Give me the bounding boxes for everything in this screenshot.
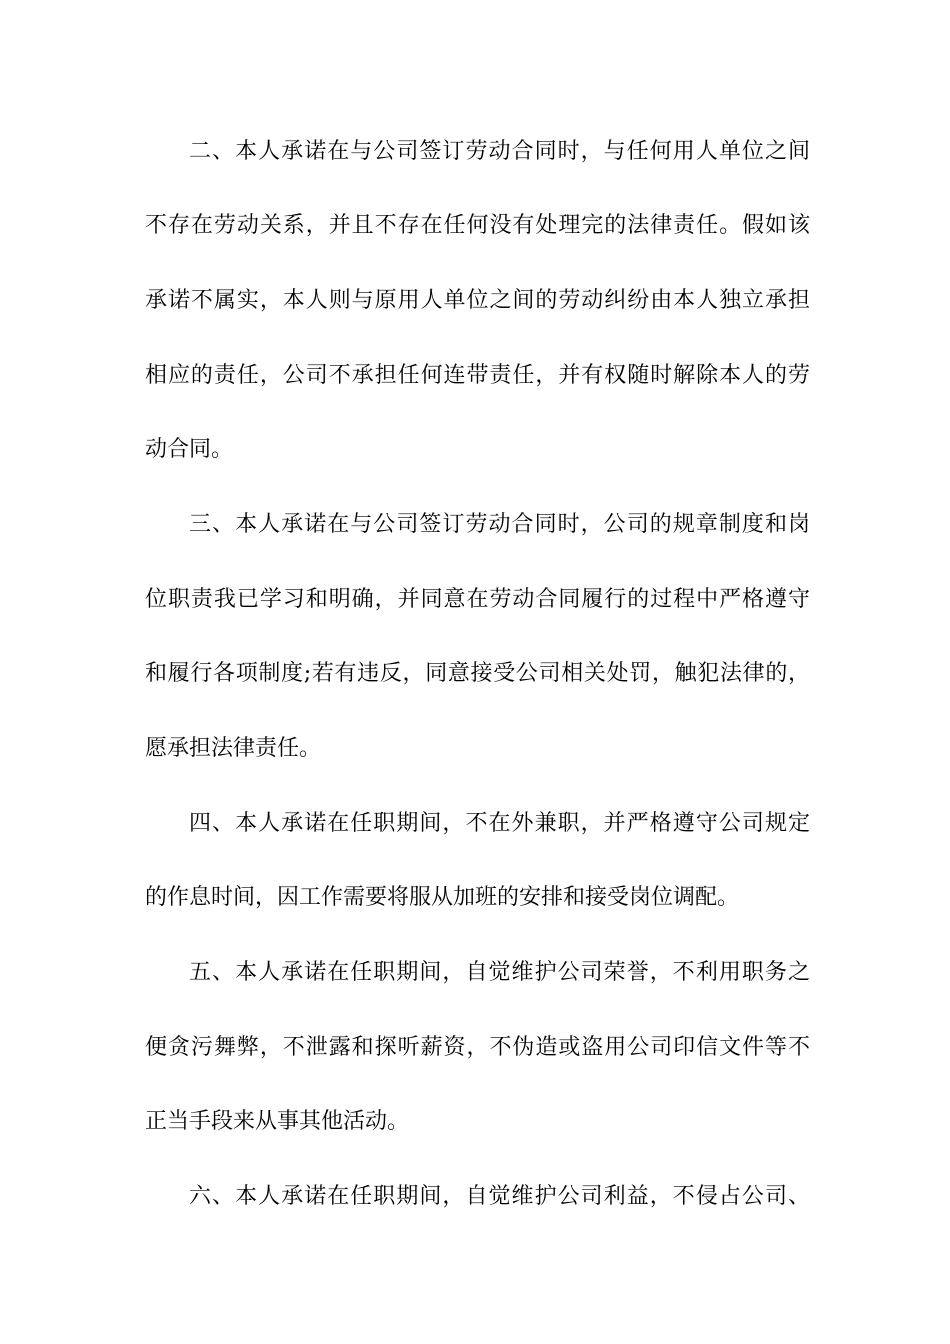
paragraph-5-line-1: 五、本人承诺在任职期间，自觉维护公司荣誉，不利用职务之 xyxy=(189,960,810,985)
paragraph-6-line-1: 六、本人承诺在任职期间，自觉维护公司利益，不侵占公司、 xyxy=(189,1184,810,1209)
paragraph-3-line-1: 三、本人承诺在与公司签订劳动合同时，公司的规章制度和岗 xyxy=(189,512,810,537)
paragraph-2-line-1: 二、本人承诺在与公司签订劳动合同时，与任何用人单位之间 xyxy=(189,139,810,164)
paragraph-2-line-2: 不存在劳动关系，并且不存在任何没有处理完的法律责任。假如该 xyxy=(145,213,810,238)
paragraph-2-line-3: 承诺不属实，本人则与原用人单位之间的劳动纠纷由本人独立承担 xyxy=(145,288,810,313)
paragraph-3-line-3: 和履行各项制度;若有违反，同意接受公司相关处罚，触犯法律的， xyxy=(145,661,810,686)
paragraph-2-line-4: 相应的责任，公司不承担任何连带责任，并有权随时解除本人的劳 xyxy=(145,363,810,388)
paragraph-3-line-2: 位职责我已学习和明确，并同意在劳动合同履行的过程中严格遵守 xyxy=(145,587,810,612)
paragraph-2-line-5: 动合同。 xyxy=(145,437,234,462)
paragraph-4-line-1: 四、本人承诺在任职期间，不在外兼职，并严格遵守公司规定 xyxy=(189,811,810,836)
paragraph-5-line-3: 正当手段来从事其他活动。 xyxy=(145,1109,410,1134)
paragraph-3-line-4: 愿承担法律责任。 xyxy=(145,736,322,761)
paragraph-4-line-2: 的作息时间，因工作需要将服从加班的安排和接受岗位调配。 xyxy=(145,885,740,910)
paragraph-5-line-2: 便贪污舞弊，不泄露和探听薪资，不伪造或盗用公司印信文件等不 xyxy=(145,1035,810,1060)
